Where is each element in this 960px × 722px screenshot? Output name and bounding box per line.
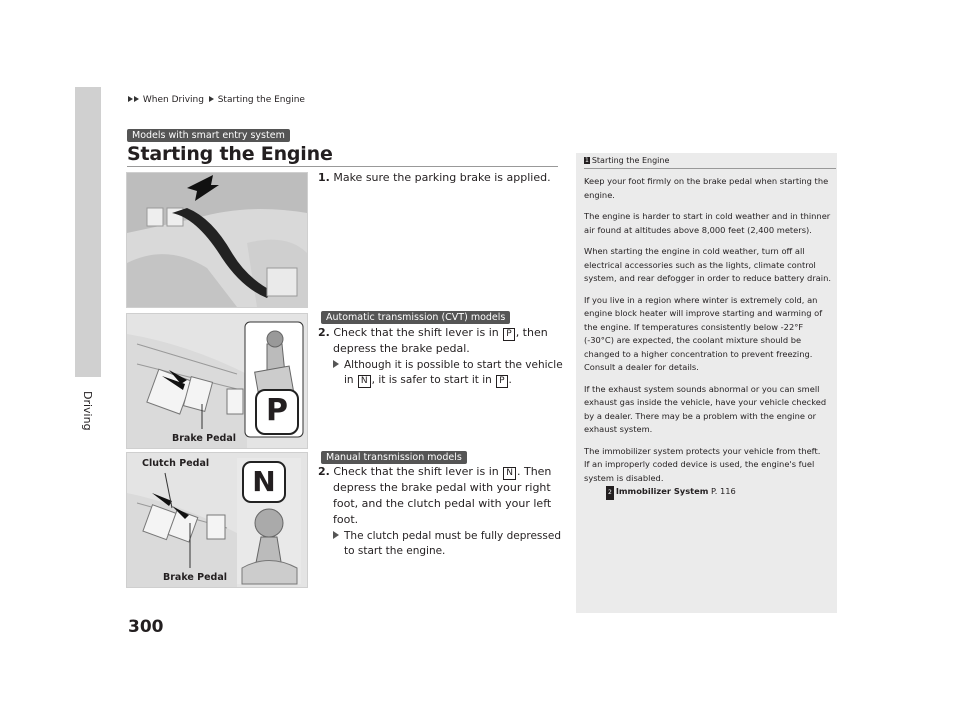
sidebox-paragraph: When starting the engine in cold weather, turn off all electrical accessories such as the lights, climate control system, and rear defogger in order to reduce battery drain. [584,246,832,283]
sidebox-paragraph: If an improperly coded device is used, the engine's fuel system is disabled. [584,459,815,483]
brake-pedal-label: Brake Pedal [172,433,237,444]
parking-brake-illustration [127,173,307,307]
manual-tag: Manual transmission models [321,451,467,464]
sidebox-paragraph: If you live in a region where winter is extremely cold, an engine block heater will improve starting and warming of the engine. If temperatures consistently below -22°F (-30°C) are expected, the coolant mixture should be changed to a higher concentration to prevent freezing. Consult a dealer for details. [584,294,823,372]
breadcrumb-arrow-icon [128,96,133,102]
park-p-icon: P [255,389,299,435]
step-2-cvt: 2. Check that the shift lever is in P , then depress the brake pedal. [318,326,548,355]
step-2-manual-note: The clutch pedal must be fully depressed to start the engine. [333,529,568,559]
breadcrumb-level1[interactable]: When Driving [142,95,204,105]
breadcrumb-arrow-icon [209,96,214,102]
sidebox-paragraph: Keep your foot firmly on the brake pedal when starting the engine. [584,176,829,200]
manual-figure [126,452,308,588]
cvt-figure [126,313,308,449]
neutral-n-icon: N [242,461,286,503]
sidebox-paragraph: The immobilizer system protects your vehicle from theft. [584,445,821,456]
chapter-tab [75,87,101,377]
title-divider [127,166,558,167]
step-1: 1. Make sure the parking brake is applied. [318,171,551,184]
sidebox-divider [584,168,836,169]
page-title: Starting the Engine [127,143,333,165]
brake-pedal-label-manual: Brake Pedal [163,572,228,583]
breadcrumb-level2[interactable]: Starting the Engine [217,95,305,105]
sidebox-heading: 1 Starting the Engine [585,156,670,165]
page-number: 300 [128,617,164,637]
sidebox-text [584,175,832,500]
reference-arrow-icon: 2 [606,486,614,500]
smart-entry-tag: Models with smart entry system [127,129,290,142]
note-arrow-icon [333,360,339,368]
sidebox-paragraph: If the exhaust system sounds abnormal or you can smell exhaust gas inside the vehicle, have your vehicle checked by a dealer. There may be a problem with the engine or exhaust system. [584,383,827,434]
sidebox-paragraph: The engine is harder to start in cold weather and in thinner air found at altitudes above 8,000 feet (2,400 meters). [584,211,831,235]
immobilizer-reference-link[interactable]: 2 Immobilizer System P. 116 [606,485,832,500]
step-2-cvt-note: Although it is possible to start the vehicle in N , it is safer to start it in P . [333,358,563,388]
note-arrow-icon [333,531,339,539]
step-2-manual: 2. Check that the shift lever is in N . Then depress the brake pedal with your right foot, and the clutch pedal with your left foot. [318,465,552,526]
note-number-icon: 1 [585,157,589,164]
breadcrumb-arrow-icon [134,96,139,102]
clutch-pedal-label: Clutch Pedal [142,458,210,469]
parking-brake-figure [126,172,308,308]
chapter-label: Driving [81,391,94,431]
cvt-tag: Automatic transmission (CVT) models [321,311,510,324]
breadcrumb [128,95,305,105]
